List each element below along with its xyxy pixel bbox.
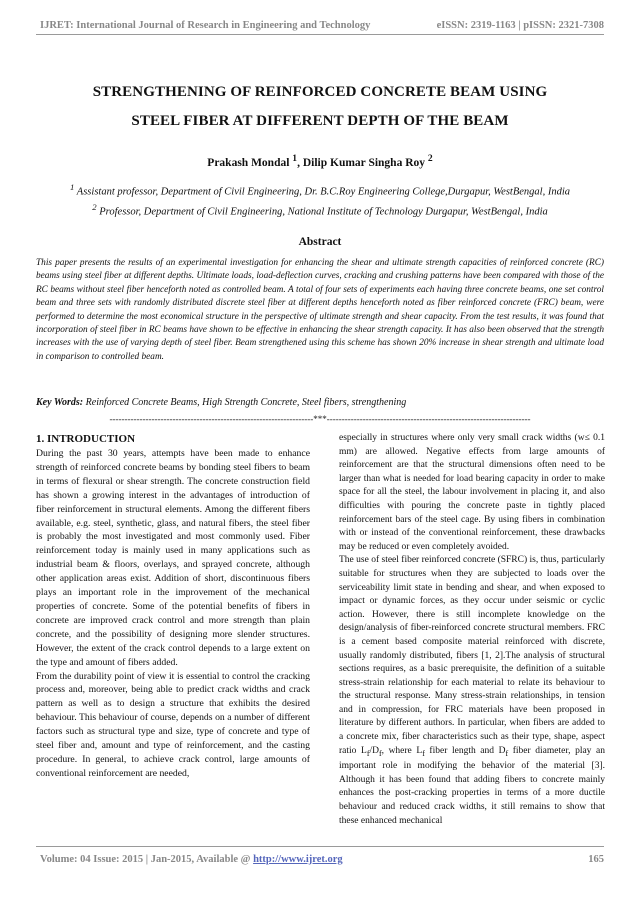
abstract-text: This paper presents the results of an experimental investigation for enhancing the shear and ultimate strength capacities of reinforced concrete (RC) beams using steel fiber at different depths. Ultimate loads, load-deflection curves, cracking and crushing patterns have been compared with those of the RC beams without steel fiber henceforth noted as controlled beam. A total of four sets of experiments each having three concrete beams, one set control beam and three sets with randomly distributed discrete steel fiber at different depths henceforth noted as fiber reinforced concrete (FRC) beam, were performed to determine the most economical structure in the perspective of ultimate strength and shear capacity. From the test results, it was found that incorporation of steel fiber in RC beams have shown to be effective in enhancing the shear strength capacity. It has also been observed that the strength increases with the use of varying depth of steel fiber. Beam strengthened using this scheme has shown 20% increase in shear strength and ultimate load in comparison to controlled beam.	[36, 258, 604, 362]
affiliations	[36, 180, 604, 219]
affiliation-1-text: Assistant professor, Department of Civil Engineering, Dr. B.C.Roy Engineering College,Durgapur, WestBengal, India	[74, 186, 570, 198]
page-number: 165	[588, 854, 604, 865]
footer-divider	[36, 846, 604, 847]
paper-title	[36, 78, 604, 136]
section-heading-introduction: 1. INTRODUCTION	[36, 433, 136, 445]
subscript-f-2: f	[378, 748, 382, 758]
subscript-f-3: f	[422, 748, 425, 758]
paragraph-4-length: fiber length and D	[424, 745, 506, 756]
section-separator: --------------------------------------------------------------------***--------------------------------------------------------------------	[109, 414, 531, 424]
right-column	[339, 432, 605, 828]
title-line-2: STEEL FIBER AT DIFFERENT DEPTH OF THE BEAM	[131, 113, 509, 129]
left-column	[36, 432, 310, 781]
keywords-text: Reinforced Concrete Beams, High Strength Concrete, Steel fibers, strengthening	[83, 397, 407, 408]
keywords	[36, 397, 604, 408]
abstract-heading: Abstract	[298, 236, 342, 248]
volume-info	[40, 854, 343, 865]
author-2: Dilip Kumar Singha Roy	[302, 156, 426, 169]
intro-paragraph-4	[339, 554, 605, 828]
intro-paragraph-3: especially in structures where only very small crack widths (w≤ 0.1 mm) are allowed. Negative effects from large amounts of reinforcement are that the structural dimensions often need to be larger than what is needed for load bearing capacity in order to make space for all the steel, the labour involvement in placing it, and also difficulties with pouring the concrete paste in tightly placed reinforcement bars of the steel cage. By using fibers in combination with or instead of the conventional reinforcement, these drawbacks may be reduced or even completely avoided.	[339, 433, 605, 552]
title-line-1: STRENGTHENING OF REINFORCED CONCRETE BEAM USING	[92, 84, 548, 100]
paragraph-4-ratio: /D	[369, 745, 379, 756]
paragraph-4-where: , where L	[381, 745, 423, 756]
header-divider	[36, 34, 604, 35]
affiliation-2-mark: 2	[92, 201, 97, 212]
page-footer	[40, 854, 604, 872]
affiliation-1-mark: 1	[70, 182, 75, 192]
author-1: Prakash Mondal	[207, 156, 290, 169]
issn-info: eISSN: 2319-1163 | pISSN: 2321-7308	[436, 20, 604, 31]
subscript-f-1: f	[366, 748, 370, 758]
volume-text: Volume: 04 Issue: 2015 | Jan-2015, Available @	[40, 854, 254, 865]
affiliation-2-text: Professor, Department of Civil Engineering, National Institute of Technology Durgapur, WestBengal, India	[96, 206, 548, 217]
affiliation-2	[36, 200, 604, 220]
page-header	[40, 14, 604, 36]
author-2-affil-mark: 2	[427, 153, 433, 164]
author-list	[36, 153, 604, 169]
paragraph-4-start: The use of steel fiber reinforced concrete (SFRC) is, thus, particularly suitable for structures when they are subjected to loads over the serviceability limit state in bending and shear, and when exposed to impact or dynamic forces, as they occur under seismic or cyclic action. However, there is still incomplete knowledge on the design/analysis of fiber-reinforced concrete structural members. FRC is a cement based composite material reinforced with discrete, usually randomly distributed, fibers [1, 2].The analysis of structural sections requires, as a basic prerequisite, the definition of a suitable stress-strain relationship for each material to relate its behaviour to the structural response. Many stress-strain relationships, in tension and in compression, for FRC materials have been proposed in literature by different authors. In particular, when fibers are added to a concrete mix, fiber characteristics such as their type, shape, aspect ratio L	[339, 555, 605, 756]
subscript-f-4: f	[505, 748, 509, 758]
author-1-affil-mark: 1	[292, 153, 298, 164]
intro-paragraph-1: During the past 30 years, attempts have been made to enhance strength of reinforced concrete beams by bonding steel fibers to beam in terms of flexural or shear strength. The concrete construction field has shown a growing interest in the advantages of introduction of fiber reinforcement in structural elements. Among the different fibers available, e.g. steel, synthetic, glass, and natural fibers, the steel fiber is probably the most investigated and most commonly used. Fiber reinforcement today is mainly used in many applications such as industrial beam & floors, overlays, and sprayed concrete, although other application areas exist. Addition of short, discontinuous fibers plays an important role in the improvement of the mechanical properties of concrete. Some of the potential benefits of fibers in concrete are improved crack control and more strength than plain concrete, and the possibility of designing more slender structures. However, the extent of the crack control depends to a large extent on the type and amount of fibers added.	[36, 448, 310, 668]
paragraph-4-end: fiber diameter, play an important role in modifying the behavior of the material [3]. Although it has been found that adding fibers to concrete mainly enhances the post-cracking properties in terms of a more ductile behaviour and reduced crack widths, it still remains to show that these enhanced mechanical	[339, 745, 605, 826]
affiliation-1	[36, 180, 604, 200]
journal-name: IJRET: International Journal of Research in Engineering and Technology	[40, 20, 371, 31]
keywords-label: Key Words:	[36, 397, 84, 408]
journal-link[interactable]: http://www.ijret.org	[253, 854, 343, 865]
author-separator: ,	[297, 156, 303, 169]
intro-paragraph-2: From the durability point of view it is essential to control the cracking process and, moreover, being able to predict crack widths and crack pattern as well as to design a structure that exhibits the desired behaviour. This behaviour of course, depends on a number of different factors such as structural type and size, type of concrete and type of steel fiber and, amount and type of reinforcement, and the casting procedure. In general, to achieve crack control, large amounts of conventional reinforcement are needed,	[36, 670, 310, 779]
